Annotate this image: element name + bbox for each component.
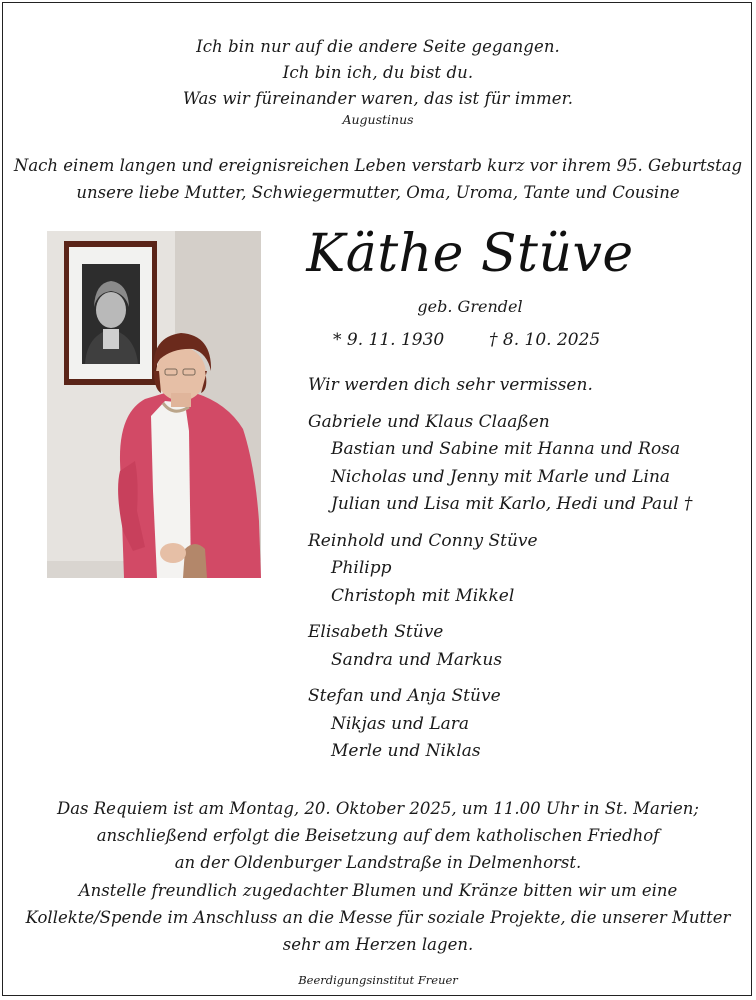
intro-line: unsere liebe Mutter, Schwiegermutter, Oma, Uroma, Tante und Cousine [76,183,680,202]
poem [0,34,756,112]
family-head: Reinhold und Conny Stüve [308,530,538,551]
family-member: Bastian und Sabine mit Hanna und Rosa [331,439,681,459]
portrait-photo [47,231,261,578]
intro-text [0,152,756,206]
family-member: Julian und Lisa mit Karlo, Hedi und Paul † [331,494,693,514]
donation-info [0,877,756,958]
service-info [0,795,756,876]
service-line: anschließend erfolgt die Beisetzung auf dem katholischen Friedhof [96,826,660,845]
donation-line: Kollekte/Spende im Anschluss an die Messe für soziale Projekte, die unserer Mutter [25,908,731,927]
intro-line: Nach einem langen und ereignisreichen Leben verstarb kurz vor ihrem 95. Geburtstag [13,156,743,175]
family-head: Gabriele und Klaus Claaßen [308,411,550,432]
poem-line: Ich bin ich, du bist du. [282,63,474,82]
maiden-name: geb. Grendel [417,297,523,316]
family-member: Christoph mit Mikkel [331,585,515,606]
family-head: Stefan und Anja Stüve [308,686,501,706]
funeral-home: Beerdigungsinstitut Freuer [298,973,458,987]
birth-date: * 9. 11. 1930 [333,330,445,350]
death-date: † 8. 10. 2025 [489,330,601,350]
donation-line: Anstelle freundlich zugedachter Blumen und Kränze bitten wir um eine [78,881,678,900]
poem-line: Ich bin nur auf die andere Seite gegangen. [196,37,560,56]
portrait-illustration [47,231,261,578]
poem-author: Augustinus [342,112,414,127]
family-member: Philipp [331,558,392,578]
family-member: Sandra und Markus [331,649,503,670]
family-member: Nikjas und Lara [331,713,470,734]
family-member: Nicholas und Jenny mit Marle und Lina [331,466,671,487]
service-line: an der Oldenburger Landstraße in Delmenhorst. [174,853,582,872]
donation-line: sehr am Herzen lagen. [282,935,474,954]
family-head: Elisabeth Stüve [308,622,444,642]
poem-line: Was wir füreinander waren, das ist für immer. [182,89,574,108]
family-list [308,372,692,766]
service-line: Das Requiem ist am Montag, 20. Oktober 2025, um 11.00 Uhr in St. Marien; [56,799,699,818]
farewell-message: Wir werden dich sehr vermissen. [308,375,593,395]
deceased-name: Käthe Stüve [306,224,634,284]
family-member: Merle und Niklas [331,741,481,761]
